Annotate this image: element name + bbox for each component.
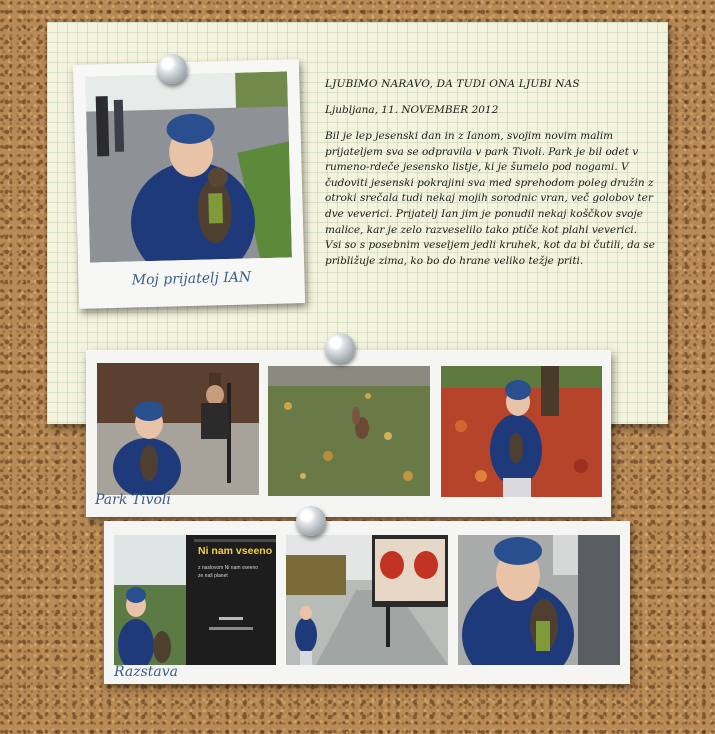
- letter-text: [325, 78, 655, 269]
- letter-date: Ljubljana, 11. NOVEMBER 2012: [325, 104, 499, 116]
- pushpin-icon: [325, 333, 355, 363]
- poster-line-1: z naslovom Ni nam vseeno: [198, 565, 259, 571]
- poster-heading: Ni nam vseeno: [198, 545, 273, 557]
- poster-line-2: ze naš planet: [198, 573, 228, 579]
- letter-body: Bil je lep jesenski dan in z Ianom, svojim novim malim prijateljem sva se odpravila v park Tivoli. Park je bil odet v rumeno-rdeče jesensko listje, ki je šumelo pod nogami. V čudoviti jesenski pokrajini sva med sprehodom poleg družin z otroki srečala tudi nekaj mojih sorodnic vran, več golobov ter dve veverici. Prijatelj Ian jim je ponudil nekaj koščkov svoje malice, kar je zelo razveselilo tako ptiče kot plahi veverici. Vsi so s posebnim veseljem jedli kruhek, kot da bi čutili, da se približuje zima, ko bo do hrane veliko težje priti.: [325, 130, 656, 267]
- photo-strip-park-tivoli: [86, 350, 611, 517]
- pushpin-icon: [296, 506, 326, 536]
- photo-ian-park-path: [85, 71, 292, 262]
- photo-squirrel-grass[interactable]: [268, 366, 430, 496]
- photo-ian-autumn-leaves[interactable]: [441, 366, 602, 497]
- strip2-caption: Razstava: [114, 664, 178, 680]
- main-polaroid[interactable]: [73, 59, 305, 309]
- photo-exhibit-path[interactable]: [286, 535, 448, 665]
- strip1-caption: Park Tivoli: [95, 492, 171, 508]
- photo-exhibit-poster[interactable]: [114, 535, 276, 665]
- photo-strip-razstava: [104, 521, 630, 684]
- pushpin-icon: [157, 54, 187, 84]
- letter-title: LJUBIMO NARAVO, DA TUDI ONA LJUBI NAS: [325, 78, 580, 90]
- main-photo-caption: Moj prijatelj IAN: [131, 269, 252, 289]
- photo-guitarist[interactable]: [97, 363, 259, 495]
- photo-ian-with-toy-bird[interactable]: [458, 535, 620, 665]
